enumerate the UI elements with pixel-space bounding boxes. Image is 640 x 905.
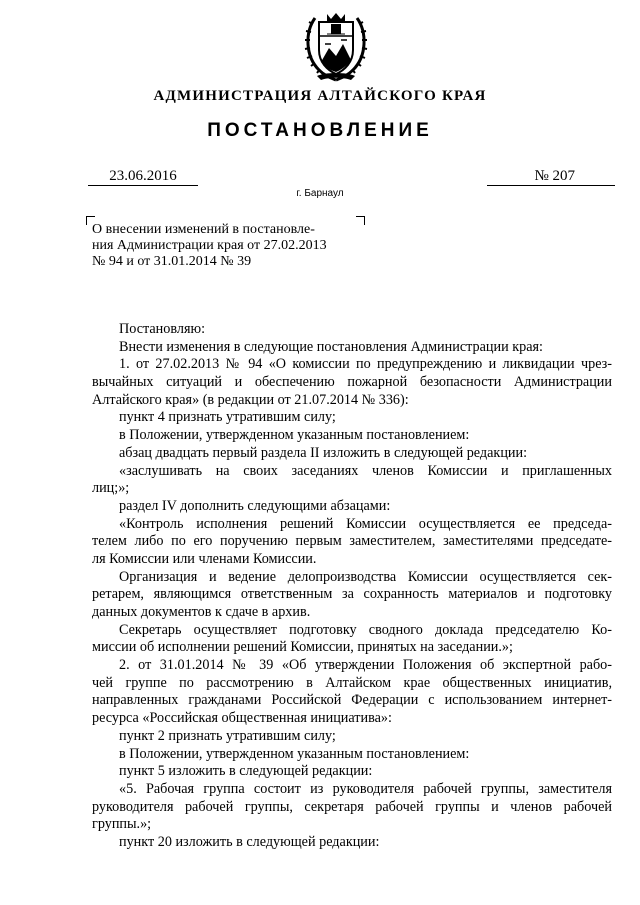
body-line: раздел IV дополнить следующими абзацами:: [119, 497, 391, 514]
body-line: пункт 4 признать утратившим силу;: [119, 409, 336, 426]
document-number: № 207: [534, 168, 575, 184]
body-line: «5. Рабочая группа состоит из руководителя рабочей группы, заместителя: [119, 780, 612, 797]
document-body: [92, 321, 612, 852]
body-line: 1. от 27.02.2013 № 94 «О комиссии по предупреждению и ликвидации чрез-: [119, 356, 612, 373]
body-line: пункт 2 признать утратившим силу;: [119, 727, 336, 744]
body-line: абзац двадцать первый раздела II изложить в следующей редакции:: [119, 444, 528, 461]
city-name: г. Барнаул: [296, 188, 344, 199]
document-type-title: ПОСТАНОВЛЕНИЕ: [207, 120, 433, 141]
body-line: чей группе по рассмотрению в Алтайском крае общественных инициатив,: [92, 674, 612, 691]
body-line: лиц;»;: [92, 480, 130, 497]
body-line: пункт 5 изложить в следующей редакции:: [119, 763, 373, 780]
subject-line: № 94 и от 31.01.2014 № 39: [92, 254, 252, 269]
body-line: ресурса «Российская общественная инициатива»:: [92, 710, 392, 727]
body-line: данных документов к сдаче в архив.: [92, 604, 311, 620]
organization-name: АДМИНИСТРАЦИЯ АЛТАЙСКОГО КРАЯ: [153, 88, 487, 104]
document-date: 23.06.2016: [88, 167, 198, 186]
body-line: «Контроль исполнения решений Комиссии осуществляется ее председа-: [119, 515, 612, 532]
body-line: в Положении, утвержденном указанным постановлением:: [119, 745, 470, 762]
body-line: Организация и ведение делопроизводства Комиссии осуществляется сек-: [119, 568, 612, 585]
altai-coat-of-arms-icon: [303, 10, 369, 82]
body-line: направленных гражданами Российской Федерации с использованием интернет-: [92, 692, 612, 709]
body-line: группы.»;: [92, 816, 152, 833]
subject-line: ния Администрации края от 27.02.2013: [92, 238, 327, 253]
body-line: ля Комиссии или членами Комиссии.: [92, 550, 317, 567]
body-line: Алтайского края» (в редакции от 21.07.2014 № 336):: [92, 391, 409, 408]
body-line: Внести изменения в следующие постановления Администрации края:: [119, 338, 543, 355]
body-line: пункт 20 изложить в следующей редакции:: [119, 833, 380, 850]
body-line: Секретарь осуществляет подготовку сводного доклада председателю Ко-: [119, 621, 612, 638]
body-line: телем либо по его поручению первым заместителем, заместителями председате-: [92, 533, 612, 550]
subject-line: О внесении изменений в постановле-: [92, 222, 315, 237]
body-line: «заслушивать на своих заседаниях членов Комиссии и приглашенных: [119, 462, 612, 479]
document-subject: [92, 222, 354, 270]
body-line: Постановляю:: [119, 321, 206, 337]
body-line: вычайных ситуаций и обеспечению пожарной безопасности Администрации: [92, 374, 612, 391]
body-line: 2. от 31.01.2014 № 39 «Об утверждении Положения об экспертной рабо-: [119, 657, 612, 674]
body-line: в Положении, утвержденном указанным постановлением:: [119, 427, 470, 444]
subject-corner-right: [356, 216, 365, 225]
body-line: руководителя рабочей группы, секретаря рабочей группы и членов рабочей: [92, 798, 612, 815]
body-line: миссии об исполнении решений Комиссии, принятых на заседании.»;: [92, 639, 513, 656]
body-line: ретарем, являющимся ответственным за сохранность материалов и подготовку: [92, 586, 612, 603]
document-number-line: [487, 167, 615, 186]
